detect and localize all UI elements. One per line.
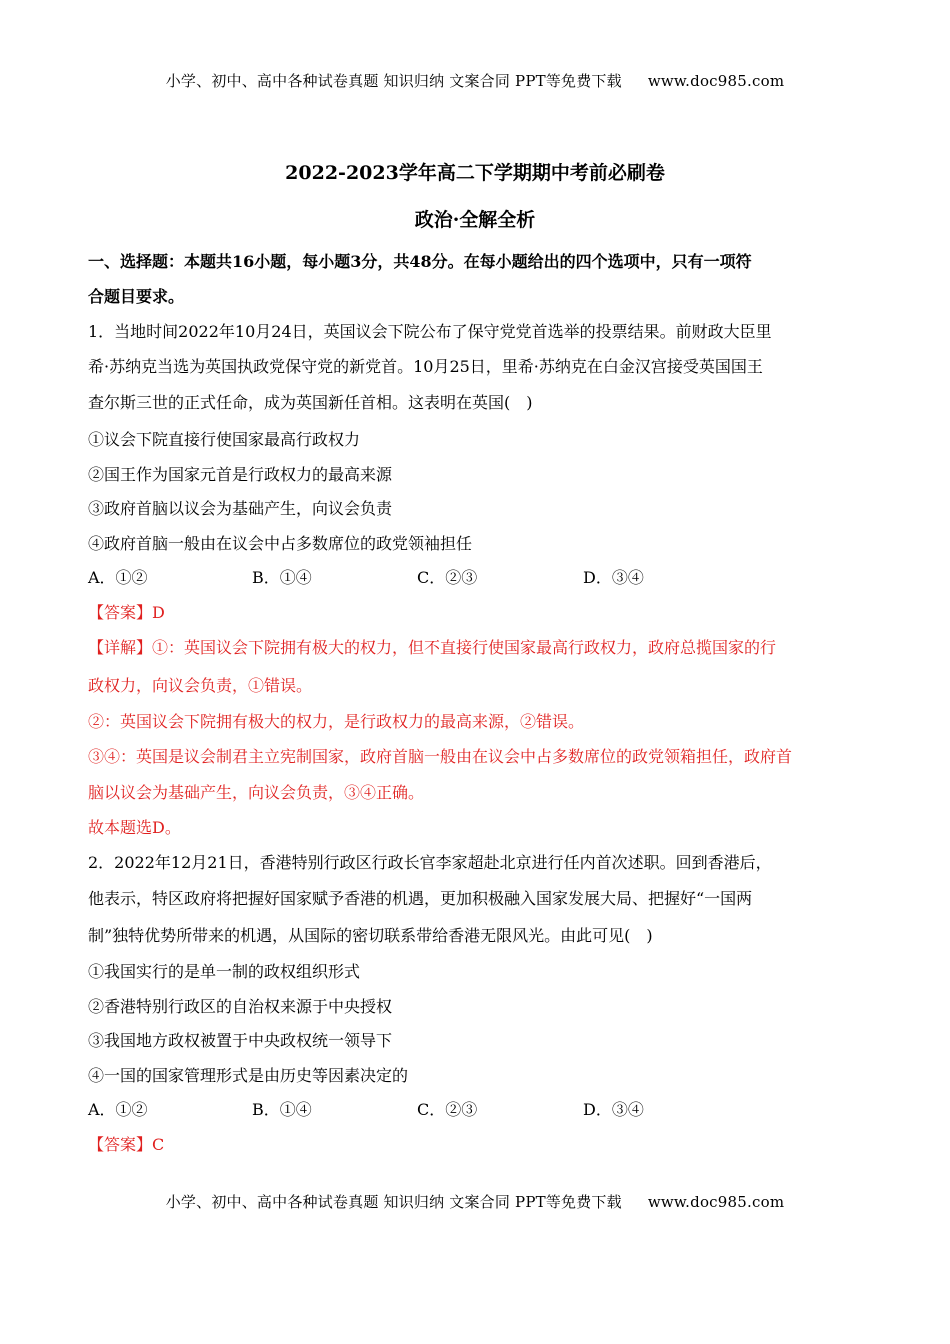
q1-item-4: ④政府首脑一般由在议会中占多数席位的政党领袖担任 — [88, 534, 473, 553]
q1-explanation-line-3: ②：英国议会下院拥有极大的权力，是行政权力的最高来源，②错误。 — [88, 712, 585, 731]
q2-option-b: B．①④ — [252, 1100, 312, 1119]
q1-option-a: A．①② — [88, 568, 148, 587]
q2-stem-line-3: 制”独特优势所带来的机遇，从国际的密切联系带给香港无限风光。由此可见( ) — [88, 926, 653, 945]
header-site-link[interactable]: www.doc985.com — [647, 72, 785, 90]
q1-item-2: ②国王作为国家元首是行政权力的最高来源 — [88, 465, 393, 484]
footer-site-link[interactable]: www.doc985.com — [647, 1193, 785, 1211]
q2-item-4: ④一国的国家管理形式是由历史等因素决定的 — [88, 1066, 409, 1085]
q1-stem-line-1: 1．当地时间2022年10月24日，英国议会下院公布了保守党党首选举的投票结果。前财政大臣里 — [88, 322, 772, 341]
section-heading-line-1: 一、选择题：本题共16小题，每小题3分，共48分。在每小题给出的四个选项中，只有一项符 — [88, 252, 752, 271]
q1-item-3: ③政府首脑以议会为基础产生，向议会负责 — [88, 499, 393, 518]
q2-option-d: D．③④ — [583, 1100, 644, 1119]
q1-explanation-line-1: 【详解】①：英国议会下院拥有极大的权力，但不直接行使国家最高行政权力，政府总揽国家的行 — [88, 638, 777, 657]
q1-item-1: ①议会下院直接行使国家最高行政权力 — [88, 430, 361, 449]
q1-option-c: C．②③ — [417, 568, 478, 587]
q1-explanation-line-4: ③④：英国是议会制君主立宪制国家，政府首脑一般由在议会中占多数席位的政党领箱担任，政府首 — [88, 747, 793, 766]
q1-stem-line-2: 希·苏纳克当选为英国执政党保守党的新党首。10月25日，里希·苏纳克在白金汉宫接受英国国王 — [88, 357, 763, 376]
header-text: 小学、初中、高中各种试卷真题 知识归纳 文案合同 PPT等免费下载 — [165, 72, 622, 90]
page-footer — [0, 1191, 950, 1212]
q2-answer: 【答案】C — [88, 1135, 165, 1154]
page-header — [0, 70, 950, 91]
q2-item-2: ②香港特别行政区的自治权来源于中央授权 — [88, 997, 393, 1016]
q1-option-b: B．①④ — [252, 568, 312, 587]
q1-answer: 【答案】D — [88, 603, 165, 622]
q2-stem-line-1: 2．2022年12月21日，香港特别行政区行政长官李家超赴北京进行任内首次述职。回到香港后， — [88, 853, 772, 872]
q2-item-1: ①我国实行的是单一制的政权组织形式 — [88, 962, 361, 981]
q1-stem-line-3: 查尔斯三世的正式任命，成为英国新任首相。这表明在英国( ) — [88, 393, 533, 412]
footer-text: 小学、初中、高中各种试卷真题 知识归纳 文案合同 PPT等免费下载 — [165, 1193, 622, 1211]
q1-option-d: D．③④ — [583, 568, 644, 587]
section-heading-line-2: 合题目要求。 — [88, 287, 185, 306]
q2-stem-line-2: 他表示，特区政府将把握好国家赋予香港的机遇，更加积极融入国家发展大局、把握好“一国两 — [88, 889, 753, 908]
q1-explanation-line-6: 故本题选D。 — [88, 818, 181, 837]
q2-option-c: C．②③ — [417, 1100, 478, 1119]
q1-explanation-line-5: 脑以议会为基础产生，向议会负责，③④正确。 — [88, 783, 425, 802]
exam-title: 2022-2023学年高二下学期期中考前必刷卷 — [285, 162, 665, 184]
q1-explanation-line-2: 政权力，向议会负责，①错误。 — [88, 676, 313, 695]
q2-option-a: A．①② — [88, 1100, 148, 1119]
q2-item-3: ③我国地方政权被置于中央政权统一领导下 — [88, 1031, 393, 1050]
exam-subtitle: 政治·全解全析 — [414, 209, 536, 231]
